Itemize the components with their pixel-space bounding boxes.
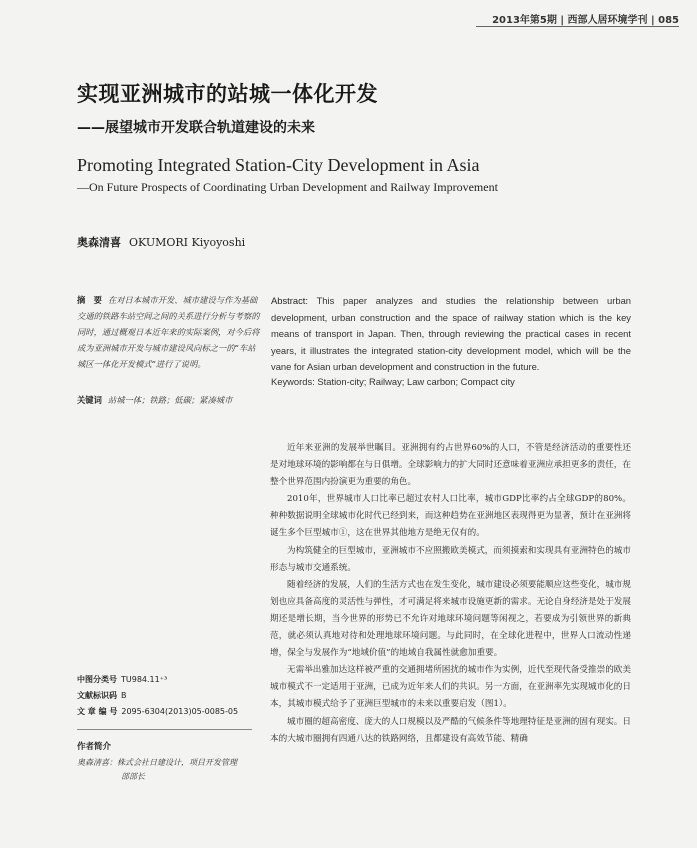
bio-line: 奥森清喜：株式会社日建设计，项目开发管理 xyxy=(77,758,237,767)
clc-value: TU984.11⁺³ xyxy=(121,675,168,684)
title-en: Promoting Integrated Station-City Development in Asia xyxy=(77,155,480,175)
keywords-cn-text: 站城一体；铁路；低碳；紧凑城市 xyxy=(107,395,233,405)
bio-heading: 作者简介 xyxy=(77,742,112,752)
bio-rule xyxy=(77,729,252,730)
doc-label: 文献标识码 xyxy=(77,691,117,700)
subtitle-cn: ——展望城市开发联合轨道建设的未来 xyxy=(77,120,315,136)
author-line xyxy=(77,234,245,250)
body-paragraph: 城市圈的超高密度、庞大的人口规模以及严酷的气候条件等地理特征是亚洲的固有现实。日本的大城市圈拥有四通八达的铁路网络，且都建设有高效节能、精确 xyxy=(270,716,631,744)
body-paragraph: 近年来亚洲的发展举世瞩目。亚洲拥有约占世界60%的人口，不管是经济活动的重要性还是对地球环境的影响都在与日俱增。全球影响力的扩大同时还意味着亚洲应承担更多的责任，在整个世界范围内扮演更为重要的角色。 xyxy=(270,443,631,488)
keywords-en-text: Station-city; Railway; Law carbon; Compact city xyxy=(317,376,515,387)
abstract-cn-text: 在对日本城市开发、城市建设与作为基础交通的铁路车站空间之间的关系进行分析与考察的同时，通过概观日本近年来的实际案例，对今后将成为亚洲城市开发与城市建设风向标之一的“车站城区一体化开发模式”进行了说明。 xyxy=(77,295,260,369)
keywords-cn-label: 关键词 xyxy=(77,395,102,405)
keywords-en xyxy=(271,376,631,387)
abstract-en-label: Abstract: xyxy=(271,295,308,306)
abstract-en xyxy=(271,293,631,376)
author-en: OKUMORI Kiyoyoshi xyxy=(129,236,246,249)
author-cn: 奥森清喜 xyxy=(77,236,121,249)
abstract-cn xyxy=(77,292,260,372)
title-cn: 实现亚洲城市的站城一体化开发 xyxy=(77,82,378,106)
clc-label: 中图分类号 xyxy=(77,675,117,684)
abstract-en-text: This paper analyzes and studies the relationship between urban development, urban construction and the space of railway station which is the key means of transport in Japan. Then, through reviewing the practical cases in recent years, it illustrates the integrated station-city development model, which will be the vane for Asian urban development and construction in the future. xyxy=(271,295,631,373)
art-value: 2095-6304(2013)05-0085-05 xyxy=(121,707,239,716)
keywords-cn xyxy=(77,392,260,408)
body-paragraph: 随着经济的发展，人们的生活方式也在发生变化，城市建设必须要能顺应这些变化，城市规划也应具备高度的灵活性与弹性，才可满足将来城市设施更新的需求。无论自身经济是处于发展期还是增长期，当今世界的形势已不允许对地球环境问题等闲视之，若要成为引领世界的新典范，就必须认真地对待和处理地球环境问题。与此同时，在全球化进程中，世界人口流动性递增，保全与发展作为“地域价值”的地域自我属性就愈加重要。 xyxy=(270,579,631,659)
keywords-en-label: Keywords: xyxy=(271,376,315,387)
subtitle-en: —On Future Prospects of Coordinating Urban Development and Railway Improvement xyxy=(77,180,498,194)
header-rule xyxy=(476,26,679,27)
clc-number xyxy=(77,674,167,685)
art-label: 文 章 编 号 xyxy=(77,707,118,716)
doc-value: B xyxy=(121,691,127,700)
document-code xyxy=(77,690,127,701)
article-number xyxy=(77,706,238,717)
body-text xyxy=(270,440,631,748)
body-paragraph: 2010年，世界城市人口比率已超过农村人口比率，城市GDP比率约占全球GDP的80%。种种数据说明全球城市化时代已经到来，而这种趋势在亚洲地区表现得更为显著，预计在亚洲将诞生多个巨型城市①，这在世界其他地方是绝无仅有的。 xyxy=(270,494,631,539)
body-paragraph: 无需举出雅加达这样被严重的交通拥堵所困扰的城市作为实例，近代至现代备受推崇的欧美城市模式不一定适用于亚洲，已成为近年来人们的共识。另一方面，在亚洲率先实现城市化的日本，其城市模式给予了亚洲巨型城市的未来以重要启发（图1）。 xyxy=(270,665,631,710)
author-bio xyxy=(77,756,262,784)
abstract-cn-label: 摘 要 xyxy=(77,295,102,305)
bio-line: 部部长 xyxy=(121,772,145,781)
body-paragraph: 为构筑健全的巨型城市，亚洲城市不应照搬欧美模式，而须摸索和实现具有亚洲特色的城市形态与城市交通系统。 xyxy=(270,545,631,573)
running-head: 2013年第5期 | 西部人居环境学刊 | 085 xyxy=(492,15,679,26)
